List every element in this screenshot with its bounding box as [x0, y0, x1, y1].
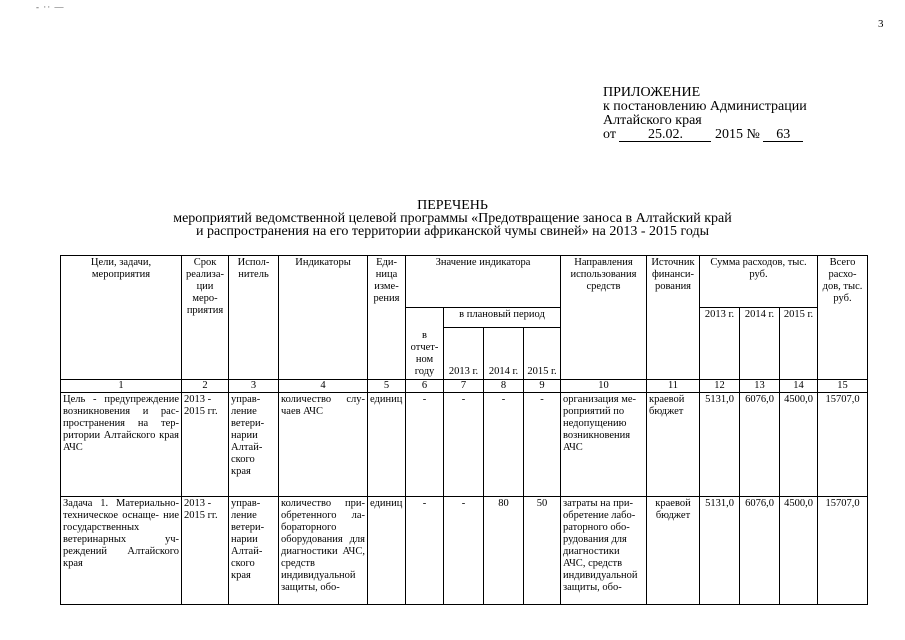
cell-expense-2014: 6076,0	[740, 393, 780, 497]
title-line-2: мероприятий ведомственной целевой программы «Предотвращение заноса в Алтайский край	[173, 211, 732, 226]
document-title	[0, 199, 905, 238]
column-number: 1	[61, 380, 182, 393]
appendix-date-line	[603, 128, 807, 142]
column-number: 10	[561, 380, 647, 393]
column-number-row	[61, 380, 868, 393]
header-source: Источник финанси- рования	[647, 256, 700, 380]
table-row-goal	[61, 393, 868, 497]
measures-table	[60, 255, 868, 605]
header-indicator-2013: 2013 г.	[444, 328, 484, 380]
column-number: 2	[182, 380, 229, 393]
cell-source: краевой бюджет	[647, 393, 700, 497]
cell-term: 2013 - 2015 гг.	[182, 393, 229, 497]
column-number: 9	[524, 380, 561, 393]
header-term: Срок реализа- ции меро- приятия	[182, 256, 229, 380]
cell-unit: единиц	[368, 393, 406, 497]
column-number: 15	[818, 380, 868, 393]
cell-value-2013: -	[444, 497, 484, 605]
header-expenses: Сумма расходов, тыс. руб.	[700, 256, 818, 308]
cell-source: краевой бюджет	[647, 497, 700, 605]
cell-direction: затраты на при- обретение лабо- раторного обо- рудования для диагностики АЧС, средств индивидуальной защиты, обо-	[561, 497, 647, 605]
page-number: 3	[878, 18, 884, 30]
appendix-date: 25.02.	[619, 128, 711, 142]
cell-reporting: -	[406, 393, 444, 497]
header-directions: Направления использования средств	[561, 256, 647, 380]
header-indicator-value: Значение индикатора	[406, 256, 561, 308]
header-reporting-year: в отчет- ном году	[406, 308, 444, 380]
header-expense-2015: 2015 г.	[780, 308, 818, 380]
column-number: 12	[700, 380, 740, 393]
appendix-block	[603, 86, 807, 142]
cell-value-2015: 50	[524, 497, 561, 605]
cell-indicator: количество слу- чаев АЧС	[279, 393, 368, 497]
cell-value-2014: -	[484, 393, 524, 497]
column-number: 14	[780, 380, 818, 393]
cell-expense-2015: 4500,0	[780, 393, 818, 497]
appendix-resolution-line: к постановлению Администрации	[603, 99, 807, 114]
cell-value-2015: -	[524, 393, 561, 497]
appendix-number: 63	[763, 128, 803, 142]
cell-executor: управ- ление ветери- нарии Алтай- ского края	[229, 393, 279, 497]
cell-unit: единиц	[368, 497, 406, 605]
cell-value-2014: 80	[484, 497, 524, 605]
appendix-from-label: от	[603, 127, 616, 142]
column-number: 8	[484, 380, 524, 393]
column-number: 4	[279, 380, 368, 393]
corner-mark: - ·· —	[36, 2, 65, 12]
table-row-task-1	[61, 497, 868, 605]
cell-reporting: -	[406, 497, 444, 605]
appendix-heading: ПРИЛОЖЕНИЕ	[603, 85, 701, 100]
header-indicator-2015: 2015 г.	[524, 328, 561, 380]
column-number: 13	[740, 380, 780, 393]
header-indicators: Индикаторы	[279, 256, 368, 380]
cell-expense-2015: 4500,0	[780, 497, 818, 605]
appendix-year-label: 2015 №	[714, 127, 760, 142]
cell-goal: Цель - предупреждение возникновения и рас- пространения на тер- ритории Алтайского края АЧС	[61, 393, 182, 497]
header-expense-2014: 2014 г.	[740, 308, 780, 380]
header-executor: Испол- нитель	[229, 256, 279, 380]
column-number: 6	[406, 380, 444, 393]
cell-total: 15707,0	[818, 393, 868, 497]
header-planned-period: в плановый период	[444, 308, 561, 328]
header-expense-2013: 2013 г.	[700, 308, 740, 380]
cell-direction: организация ме- роприятий по недопущению возникновения АЧС	[561, 393, 647, 497]
title-line-3: и распространения на его территории африканской чумы свиней» на 2013 - 2015 годы	[195, 224, 710, 239]
cell-term: 2013 - 2015 гг.	[182, 497, 229, 605]
cell-executor: управ- ление ветери- нарии Алтай- ского края	[229, 497, 279, 605]
appendix-region-line: Алтайского края	[603, 113, 702, 128]
cell-expense-2013: 5131,0	[700, 393, 740, 497]
header-unit: Еди- ница изме- рения	[368, 256, 406, 380]
cell-expense-2013: 5131,0	[700, 497, 740, 605]
column-number: 11	[647, 380, 700, 393]
cell-expense-2014: 6076,0	[740, 497, 780, 605]
header-total: Всего расхо- дов, тыс. руб.	[818, 256, 868, 380]
title-heading: ПЕРЕЧЕНЬ	[417, 198, 488, 213]
column-number: 7	[444, 380, 484, 393]
column-number: 3	[229, 380, 279, 393]
column-number: 5	[368, 380, 406, 393]
header-indicator-2014: 2014 г.	[484, 328, 524, 380]
cell-total: 15707,0	[818, 497, 868, 605]
header-goals: Цели, задачи, мероприятия	[61, 256, 182, 380]
cell-value-2013: -	[444, 393, 484, 497]
cell-goal: Задача 1. Материально- техническое оснаще- ние государственных ветеринарных уч- реждений Алтайского края	[61, 497, 182, 605]
cell-indicator: количество при- обретенного ла- бораторного оборудования для диагностики АЧС, средств индивидуальной защиты, обо-	[279, 497, 368, 605]
